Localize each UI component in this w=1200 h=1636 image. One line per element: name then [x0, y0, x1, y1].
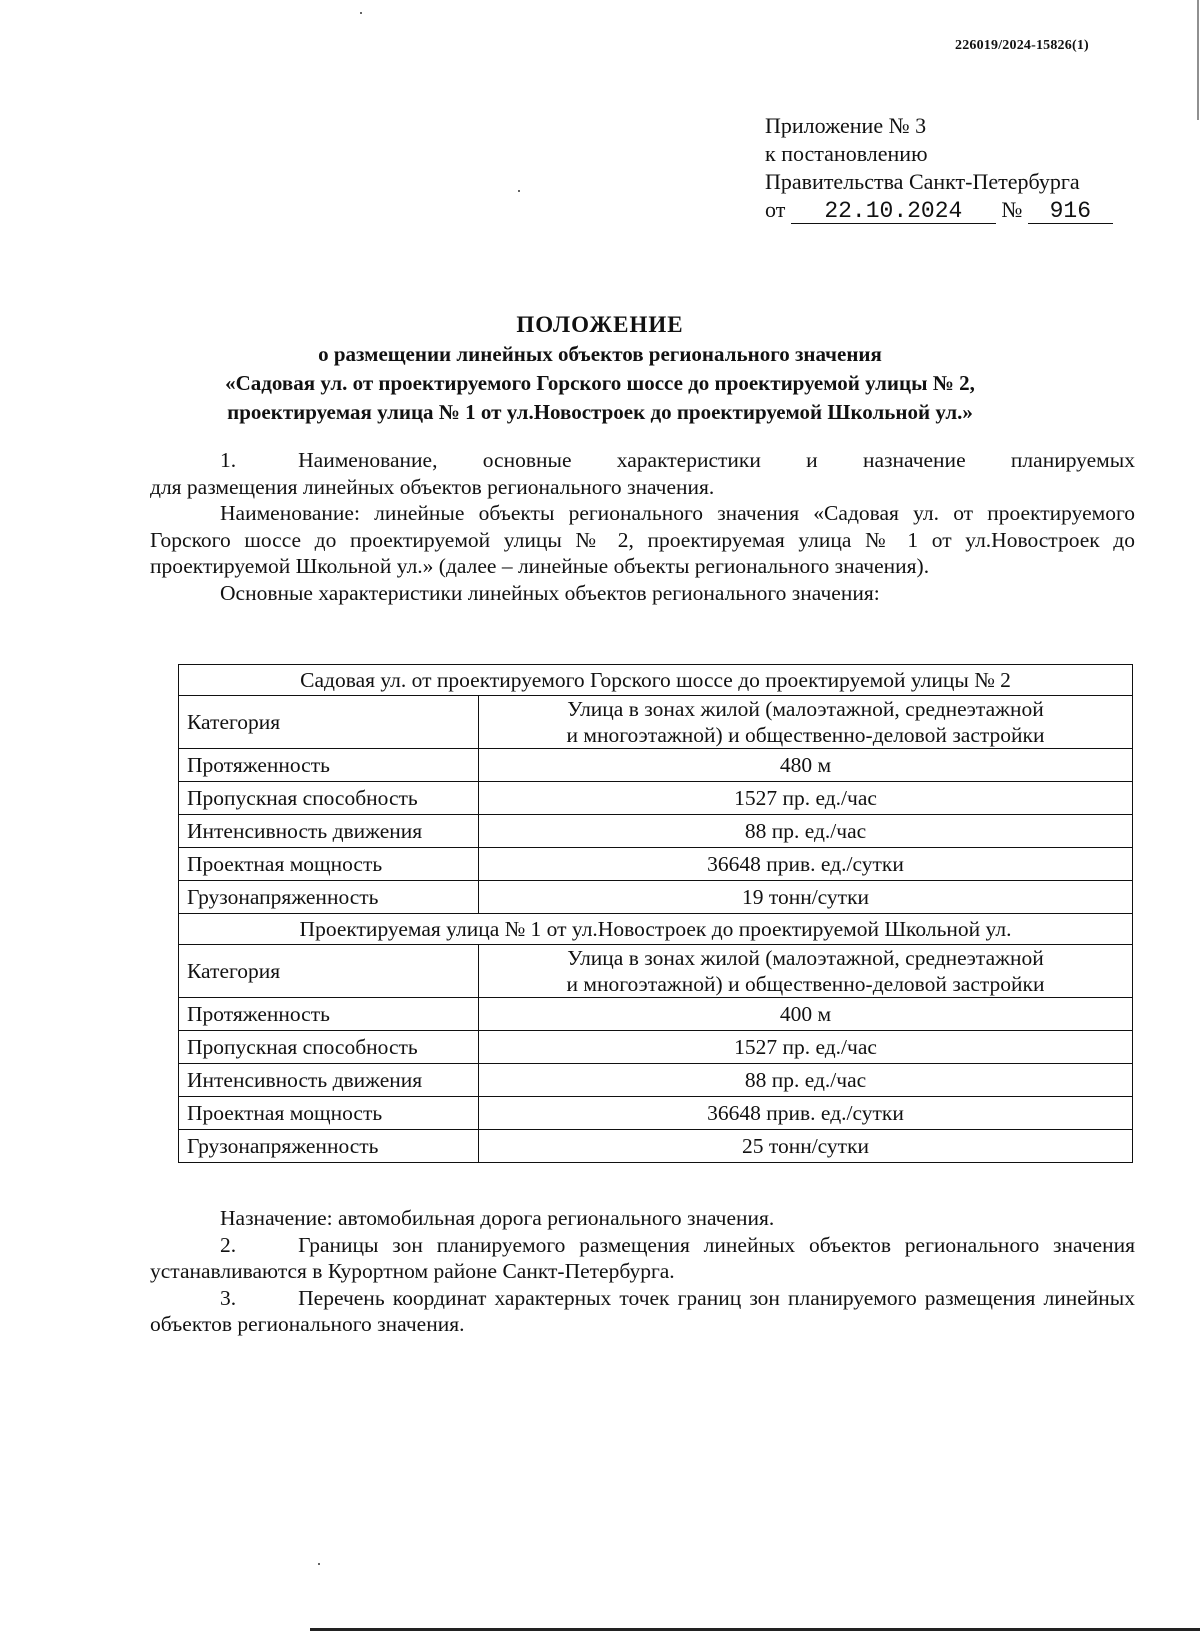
scan-speck: [360, 12, 362, 14]
scan-edge-line: [1197, 0, 1199, 120]
scan-speck: [318, 1563, 320, 1565]
table-row: [179, 945, 1133, 998]
paragraph-2-text: Границы зон планируемого размещения линейных объектов регионального значения устанавливаются в Курортном районе Санкт-Петербурга.: [150, 1232, 1135, 1283]
table-row: [179, 848, 1133, 881]
table-label-capacity: Пропускная способность: [179, 782, 479, 815]
number-prefix: №: [1001, 197, 1023, 222]
table-row: [179, 749, 1133, 782]
paragraph-1-line-1: [150, 447, 1135, 474]
footer-text: [150, 1205, 1135, 1338]
characteristics-table-wrap: [178, 664, 1133, 1163]
paragraph-3: [150, 1285, 1135, 1338]
date-prefix: от: [765, 197, 786, 222]
body-text: [150, 447, 1135, 606]
paragraph-2: [150, 1232, 1135, 1285]
table-value-cargo: 25 тонн/сутки: [479, 1130, 1133, 1163]
title-subtitle-3: проектируемая улица № 1 от ул.Новостроек до проектируемой Школьной ул.»: [227, 400, 973, 424]
paragraph-1-number: 1.: [220, 448, 237, 472]
paragraph-1-line-2: для размещения линейных объектов регионального значения.: [150, 474, 715, 499]
table-row: [179, 1031, 1133, 1064]
table-row: [179, 1097, 1133, 1130]
paragraph-name: Наименование: линейные объекты регионального значения «Садовая ул. от проектируемого Горского шоссе до проектируемой улицы № 2, проектируемая улица № 1 от ул.Новостроек до проектируемой Школьной ул.» (далее – линейные объекты регионального значения).: [150, 501, 1135, 578]
paragraph-1-heading: Наименование, основные характеристики и назначение планируемых: [298, 448, 1135, 472]
table-label-length: Протяженность: [179, 749, 479, 782]
characteristics-table: [178, 664, 1133, 1163]
table-value-cargo: 19 тонн/сутки: [479, 881, 1133, 914]
title-subtitle-2: «Садовая ул. от проектируемого Горского шоссе до проектируемой улицы № 2,: [225, 371, 975, 395]
scan-speck: [518, 190, 520, 192]
table-label-design-capacity: Проектная мощность: [179, 848, 479, 881]
appendix-block: [765, 112, 1145, 224]
paragraph-3-text: Перечень координат характерных точек границ зон планируемого размещения линейных объектов регионального значения.: [150, 1285, 1135, 1336]
table-row: [179, 815, 1133, 848]
paragraph-3-number: 3.: [220, 1285, 237, 1310]
table-value-length: 400 м: [479, 998, 1133, 1031]
table-value-capacity: 1527 пр. ед./час: [479, 1031, 1133, 1064]
table-row: [179, 998, 1133, 1031]
table-label-intensity: Интенсивность движения: [179, 815, 479, 848]
category-value-line-1: Улица в зонах жилой (малоэтажной, среднеэтажной: [567, 946, 1044, 970]
table-value-capacity: 1527 пр. ед./час: [479, 782, 1133, 815]
table-label-category: Категория: [179, 696, 479, 749]
scan-edge-line: [310, 1628, 1200, 1631]
purpose-paragraph: Назначение: автомобильная дорога регионального значения.: [220, 1206, 775, 1230]
appendix-title: Приложение № 3: [765, 113, 927, 138]
resolution-date: 22.10.2024: [791, 199, 996, 224]
table-value-intensity: 88 пр. ед./час: [479, 1064, 1133, 1097]
table-label-capacity: Пропускная способность: [179, 1031, 479, 1064]
table-value-length: 480 м: [479, 749, 1133, 782]
table-section-2-header: Проектируемая улица № 1 от ул.Новостроек до проектируемой Школьной ул.: [179, 914, 1133, 945]
table-label-cargo: Грузонапряженность: [179, 1130, 479, 1163]
table-label-design-capacity: Проектная мощность: [179, 1097, 479, 1130]
document-title-block: [0, 310, 1200, 427]
table-value-design-capacity: 36648 прив. ед./сутки: [479, 1097, 1133, 1130]
document-id: 226019/2024-15826(1): [955, 38, 1089, 53]
resolution-number: 916: [1028, 199, 1113, 224]
table-row: [179, 696, 1133, 749]
table-section-1-header: Садовая ул. от проектируемого Горского шоссе до проектируемой улицы № 2: [179, 665, 1133, 696]
appendix-date-line: [765, 196, 1145, 224]
table-value-category: [479, 945, 1133, 998]
document-title: ПОЛОЖЕНИЕ: [516, 312, 684, 337]
title-subtitle-1: о размещении линейных объектов регионального значения: [318, 342, 882, 366]
table-label-length: Протяженность: [179, 998, 479, 1031]
appendix-government: Правительства Санкт-Петербурга: [765, 169, 1080, 194]
table-row: [179, 1130, 1133, 1163]
table-row: [179, 881, 1133, 914]
table-row: [179, 1064, 1133, 1097]
table-row: [179, 782, 1133, 815]
category-value-line-2: и многоэтажной) и общественно-деловой застройки: [566, 723, 1045, 747]
table-section-header-row: [179, 665, 1133, 696]
paragraph-characteristics: Основные характеристики линейных объектов регионального значения:: [220, 580, 880, 605]
appendix-resolution: к постановлению: [765, 141, 928, 166]
table-section-header-row: [179, 914, 1133, 945]
table-label-intensity: Интенсивность движения: [179, 1064, 479, 1097]
table-label-cargo: Грузонапряженность: [179, 881, 479, 914]
table-value-intensity: 88 пр. ед./час: [479, 815, 1133, 848]
table-value-design-capacity: 36648 прив. ед./сутки: [479, 848, 1133, 881]
table-label-category: Категория: [179, 945, 479, 998]
table-value-category: [479, 696, 1133, 749]
category-value-line-1: Улица в зонах жилой (малоэтажной, среднеэтажной: [567, 697, 1044, 721]
category-value-line-2: и многоэтажной) и общественно-деловой застройки: [566, 972, 1045, 996]
paragraph-2-number: 2.: [220, 1232, 237, 1257]
